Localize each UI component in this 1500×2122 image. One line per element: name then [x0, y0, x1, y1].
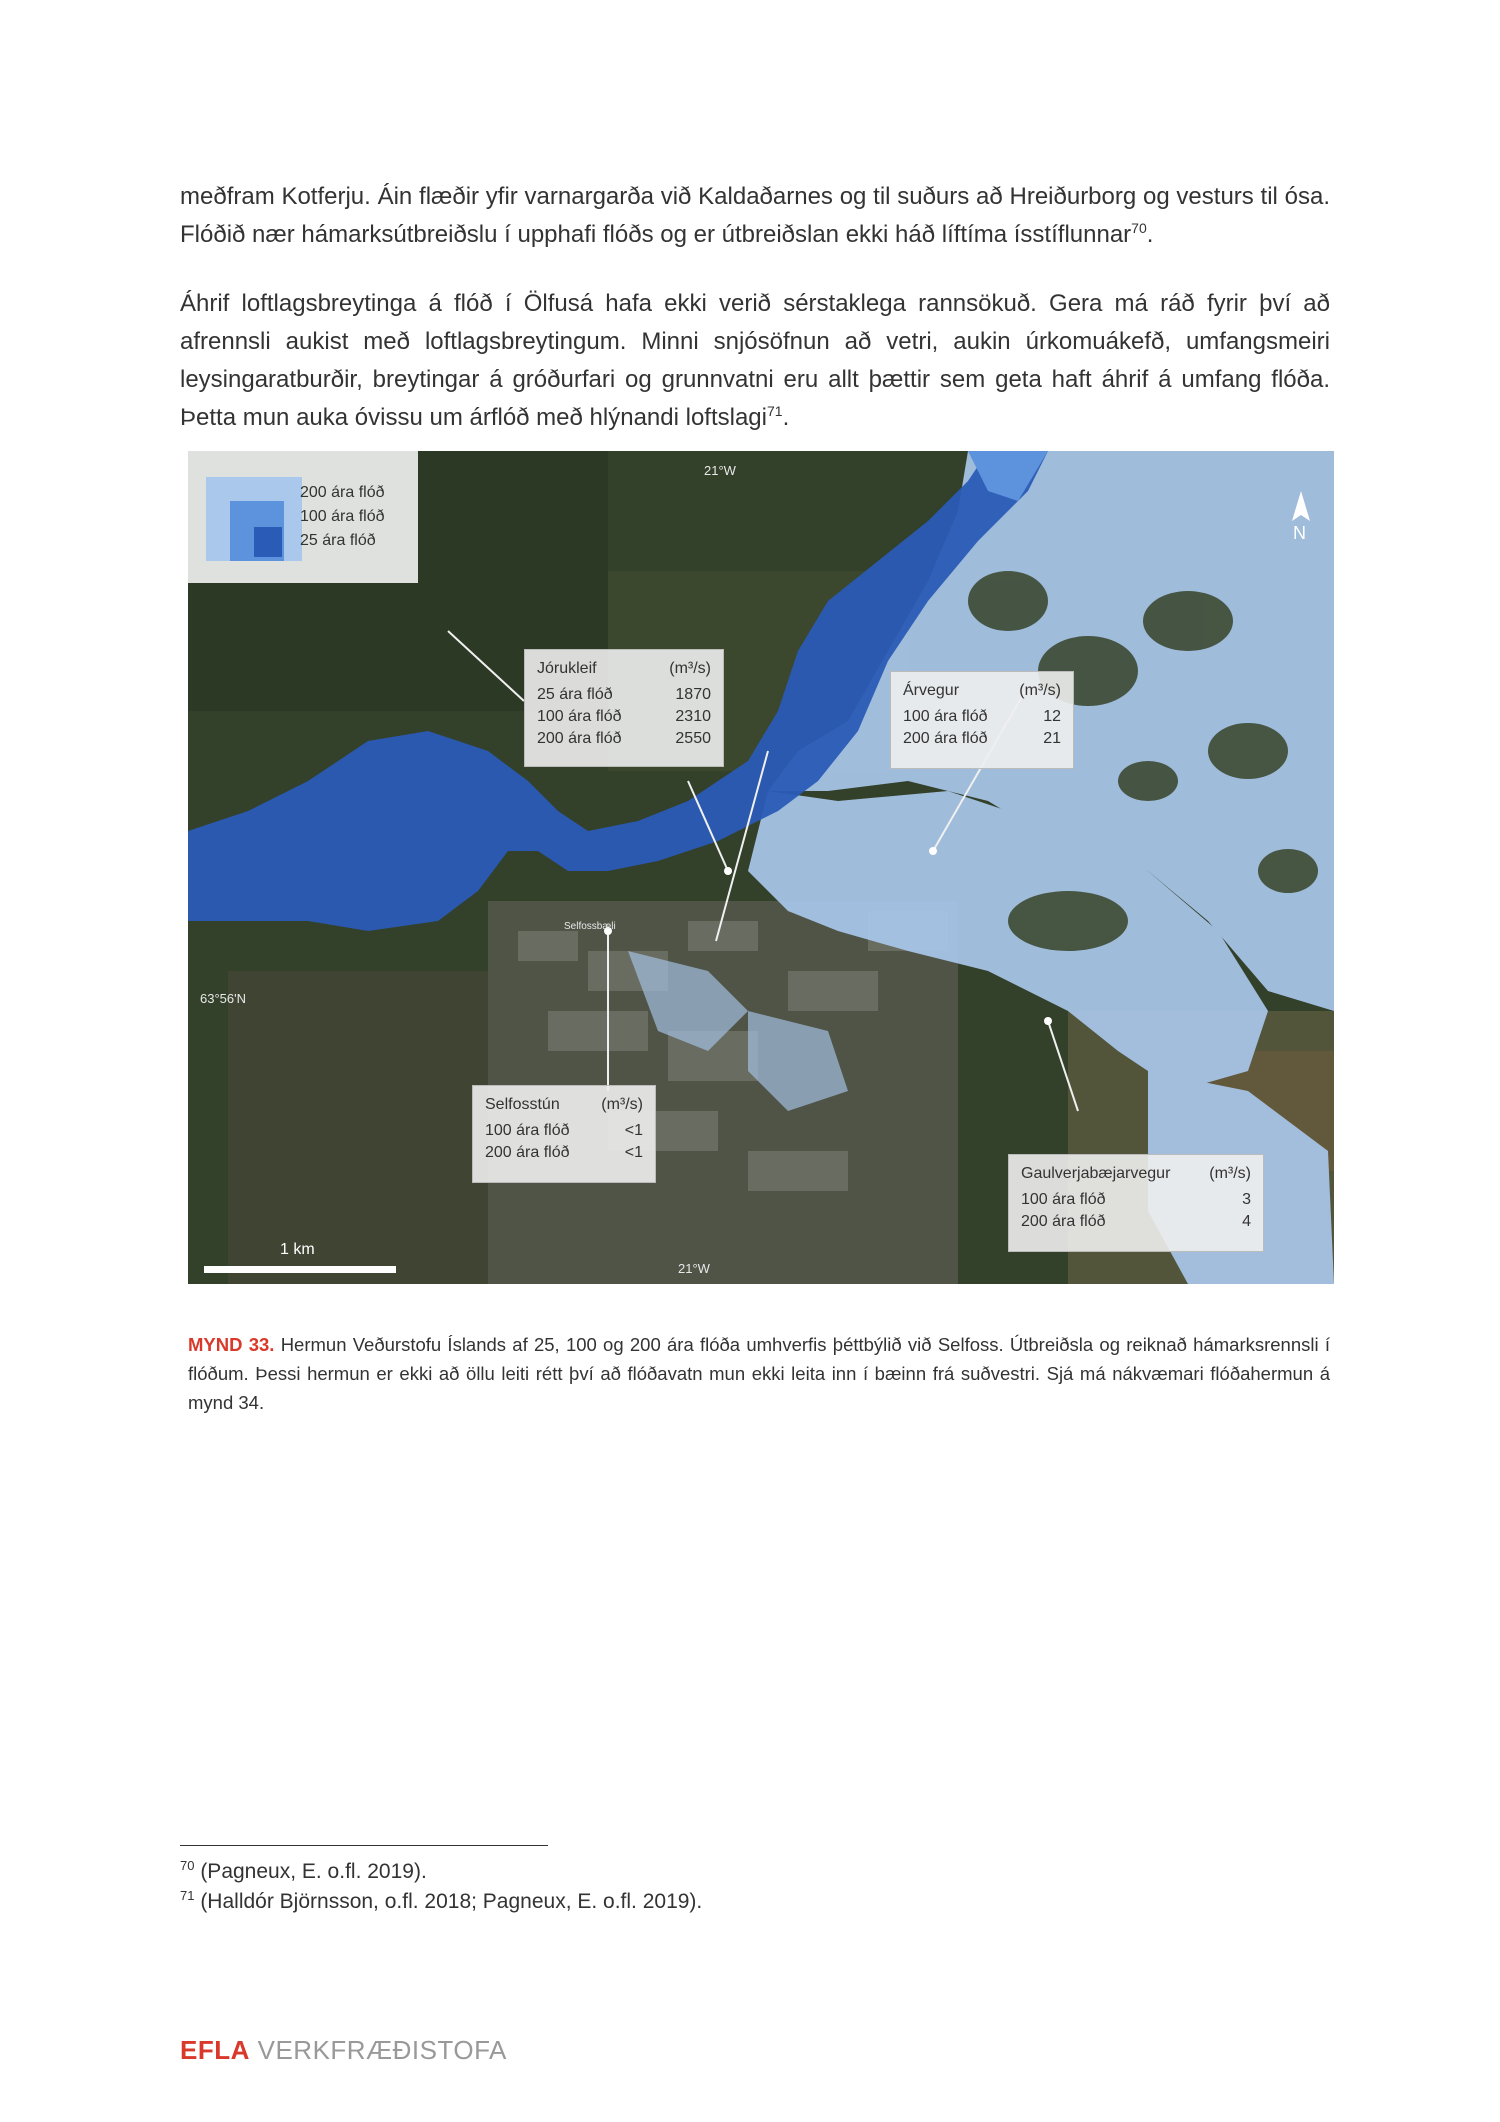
map-legend — [188, 451, 418, 583]
footnote-70: $^{70}$ (Pagneux, E. o.fl. 2019). — [180, 1858, 427, 1883]
info-box-jorukleif — [524, 649, 724, 767]
box-row-value: <1 — [624, 1144, 643, 1161]
paragraph-1: meðfram Kotferju. Áin flæðir yfir varnargarða við Kaldaðarnes og til suðurs að Hreiðurborg og vesturs til ósa. Flóðið nær hámarksútbreiðslu í upphafi flóðs og er útbreiðslan ekki háð líftíma ísstíflunnar$^{70}$. — [180, 183, 1330, 248]
box-row-label: 200 ára flóð — [903, 730, 988, 747]
box-row-label: 100 ára flóð — [1021, 1191, 1106, 1208]
scale-bar — [204, 1266, 396, 1273]
box-unit: (m³/s) — [669, 660, 711, 677]
box-row-value: 2550 — [675, 730, 711, 747]
flood-map-figure — [188, 451, 1334, 1284]
box-row-label: 200 ára flóð — [1021, 1213, 1106, 1230]
box-row-value: <1 — [624, 1122, 643, 1139]
box-row-label: 100 ára flóð — [485, 1122, 570, 1139]
info-box-arvegur — [890, 671, 1074, 769]
box-row-label: 200 ára flóð — [537, 730, 622, 747]
box-row-value: 12 — [1043, 708, 1061, 725]
north-label: N — [1293, 523, 1306, 543]
footer-brand: EFLA — [180, 2035, 250, 2065]
box-unit: (m³/s) — [1209, 1165, 1251, 1182]
info-box-gaulverjabaejarvegur — [1008, 1154, 1264, 1252]
paragraph-2: Áhrif loftlagsbreytinga á flóð í Ölfusá hafa ekki verið sérstaklega rannsökuð. Gera má ráð fyrir því að afrennsli aukist með loftlagsbreytingum. Minni snjósöfnun að vetri, aukin úrkomuákefð, umfangsmeiri leysingaratburðir, breytingar á gróðurfari og grunnvatni eru allt þættir sem geta haft áhrif á umfang flóða. Þetta mun auka óvissu um árflóð með hlýnandi loftslagi$^{71}$. — [180, 290, 1330, 431]
info-box-selfosstun — [472, 1085, 656, 1183]
footnote-ref-70[interactable]: 70 — [1131, 220, 1147, 236]
box-row-value: 2310 — [675, 708, 711, 725]
legend-swatch-25 — [254, 527, 282, 557]
legend-label-200: 200 ára flóð — [300, 484, 385, 501]
footnote-ref-71[interactable]: 71 — [766, 403, 783, 419]
box-title: Selfosstún — [485, 1096, 560, 1113]
grid-label-top: 21°W — [704, 463, 736, 478]
box-row-label: 200 ára flóð — [485, 1144, 570, 1161]
legend-label-25: 25 ára flóð — [300, 532, 376, 549]
figure-caption — [188, 1330, 1330, 1417]
box-title: Árvegur — [903, 682, 960, 699]
box-row-value: 1870 — [675, 686, 711, 703]
footnote-71: $^{71}$ (Halldór Björnsson, o.fl. 2018; Pagneux, E. o.fl. 2019). — [180, 1888, 703, 1913]
legend-label-100: 100 ára flóð — [300, 508, 385, 525]
box-row-label: 25 ára flóð — [537, 686, 613, 703]
box-row-label: 100 ára flóð — [903, 708, 988, 725]
box-row-value: 21 — [1043, 730, 1061, 747]
box-unit: (m³/s) — [601, 1096, 643, 1113]
caption-label: MYND 33. — [188, 1334, 275, 1355]
box-title: Gaulverjabæjarvegur — [1021, 1165, 1171, 1182]
grid-label-left: 63°56'N — [200, 991, 246, 1006]
footer-company: VERKFRÆÐISTOFA — [257, 2035, 507, 2065]
footer-logo — [180, 2035, 507, 2066]
footnote-divider — [180, 1845, 548, 1846]
box-row-value: 4 — [1242, 1213, 1251, 1230]
box-title: Jórukleif — [537, 660, 597, 677]
box-row-value: 3 — [1242, 1191, 1251, 1208]
caption-text: Hermun Veðurstofu Íslands af 25, 100 og 200 ára flóða umhverfis þéttbýlið við Selfoss. Útbreiðsla og reiknað hámarksrennsli í flóðum. Þessi hermun er ekki að öllu leiti rétt því að flóðavatn mun ekki leita inn í bæinn frá suðvestri. Sjá má nákvæmari flóðahermun á mynd 34. — [188, 1334, 1330, 1413]
grid-label-bottom: 21°W — [678, 1261, 710, 1276]
box-row-label: 100 ára flóð — [537, 708, 622, 725]
scale-label: 1 km — [280, 1241, 315, 1258]
box-unit: (m³/s) — [1019, 682, 1061, 699]
place-label: Selfossbæli — [564, 921, 616, 932]
